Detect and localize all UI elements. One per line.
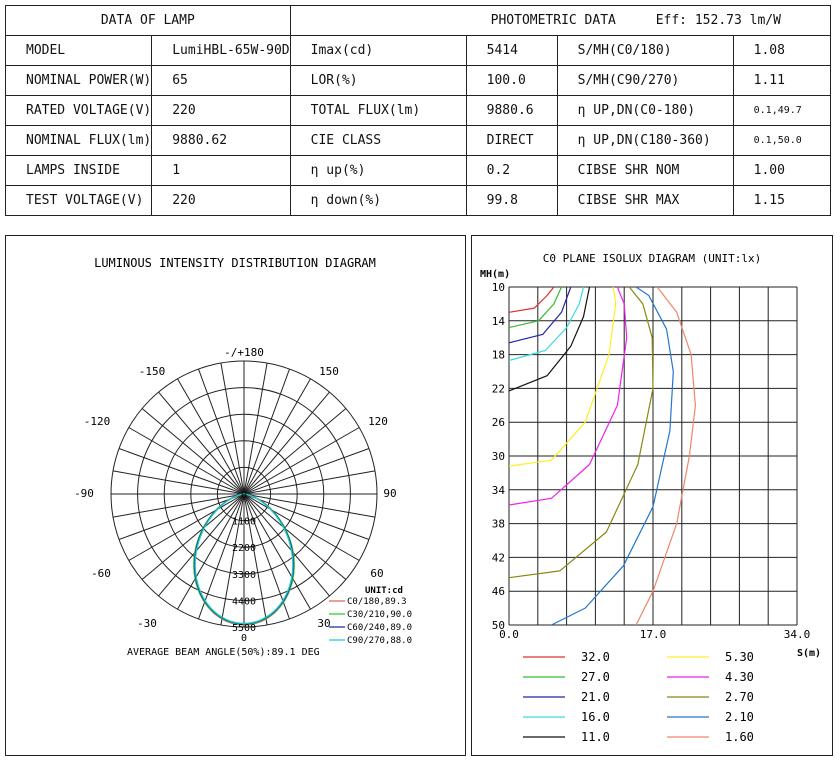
table-cell-value-a: 220 bbox=[152, 186, 290, 216]
table-cell-label-b: η up(%) bbox=[290, 156, 466, 186]
isolux-legend-label: 32.0 bbox=[581, 650, 610, 664]
isolux-y-tick: 14 bbox=[491, 314, 505, 328]
table-cell-value-b: 9880.6 bbox=[466, 96, 557, 126]
polar-legend-label: C30/210,90.0 bbox=[347, 610, 413, 620]
table-cell-value-b: DIRECT bbox=[466, 126, 557, 156]
table-row bbox=[6, 36, 831, 66]
isolux-y-tick: 34 bbox=[491, 483, 505, 497]
isolux-series-curve bbox=[509, 287, 616, 466]
polar-chart bbox=[6, 236, 465, 755]
table-cell-label-c: CIBSE SHR NOM bbox=[557, 156, 733, 186]
polar-angle-label: 90 bbox=[383, 487, 397, 500]
polar-angle-label: -30 bbox=[137, 617, 157, 630]
header-data-of-lamp: DATA OF LAMP bbox=[6, 6, 291, 36]
isolux-series-curve bbox=[509, 287, 653, 578]
table-cell-label-a: TEST VOLTAGE(V) bbox=[6, 186, 152, 216]
isolux-series-curve bbox=[509, 287, 571, 343]
isolux-y-tick: 18 bbox=[491, 348, 505, 362]
table-cell-label-a: NOMINAL FLUX(lm) bbox=[6, 126, 152, 156]
table-row bbox=[6, 186, 831, 216]
table-cell-value-b: 0.2 bbox=[466, 156, 557, 186]
table-cell-value-a: LumiHBL-65W-90D bbox=[152, 36, 290, 66]
isolux-x-tick: 0.0 bbox=[499, 628, 519, 641]
polar-radial-tick: 0 bbox=[240, 490, 248, 501]
table-cell-label-b: LOR(%) bbox=[290, 66, 466, 96]
table-cell-value-c: 1.00 bbox=[733, 156, 830, 186]
table-row bbox=[6, 126, 831, 156]
table-cell-value-c: 1.11 bbox=[733, 66, 830, 96]
table-row bbox=[6, 96, 831, 126]
table-header-row bbox=[6, 6, 831, 36]
polar-radial-tick: 5500 bbox=[231, 623, 257, 634]
polar-unit: UNIT:cd bbox=[365, 586, 403, 596]
polar-angle-label: 150 bbox=[319, 365, 339, 378]
isolux-title: C0 PLANE ISOLUX DIAGRAM (UNIT:lx) bbox=[542, 252, 762, 265]
header-photometric bbox=[290, 6, 830, 36]
table-cell-value-c: 1.15 bbox=[733, 186, 830, 216]
header-photometric-title: PHOTOMETRIC DATA bbox=[490, 13, 616, 28]
table-cell-value-c: 0.1,50.0 bbox=[733, 126, 830, 156]
table-cell-label-b: Imax(cd) bbox=[290, 36, 466, 66]
table-row bbox=[6, 156, 831, 186]
isolux-y-tick: 10 bbox=[491, 281, 505, 294]
polar-angle-label: -90 bbox=[74, 487, 94, 500]
isolux-y-tick: 46 bbox=[491, 585, 505, 599]
table-cell-label-c: CIBSE SHR MAX bbox=[557, 186, 733, 216]
polar-radial-tick: 2200 bbox=[231, 543, 257, 555]
table-cell-value-a: 9880.62 bbox=[152, 126, 290, 156]
isolux-y-tick: 42 bbox=[491, 551, 505, 565]
isolux-series-curve bbox=[509, 287, 554, 312]
isolux-legend-label: 2.10 bbox=[725, 710, 754, 724]
isolux-y-tick: 26 bbox=[491, 416, 505, 430]
table-row bbox=[6, 66, 831, 96]
polar-angle-label: 30 bbox=[317, 617, 331, 630]
isolux-legend-label: 16.0 bbox=[581, 710, 610, 724]
polar-angle-label: 60 bbox=[370, 567, 384, 580]
polar-angle-label: 0 bbox=[240, 633, 248, 644]
table-cell-label-c: η UP,DN(C180-360) bbox=[557, 126, 733, 156]
table-body bbox=[6, 36, 831, 216]
table-cell-label-c: S/MH(C0/180) bbox=[557, 36, 733, 66]
isolux-y-tick: 30 bbox=[491, 450, 505, 463]
isolux-x-tick: 34.0 bbox=[783, 628, 811, 641]
polar-radial-tick: 3300 bbox=[231, 569, 257, 581]
isolux-legend-label: 4.30 bbox=[725, 670, 754, 684]
isolux-ylabel: MH(m) bbox=[480, 269, 511, 280]
table-cell-label-a: LAMPS INSIDE bbox=[6, 156, 152, 186]
polar-title: LUMINOUS INTENSITY DISTRIBUTION DIAGRAM bbox=[94, 256, 376, 270]
header-eff: Eff: 152.73 lm/W bbox=[655, 13, 781, 28]
isolux-y-tick: 50 bbox=[491, 619, 505, 632]
polar-legend-label: C90/270,88.0 bbox=[347, 636, 413, 646]
polar-footer: AVERAGE BEAM ANGLE(50%):89.1 DEG bbox=[127, 647, 320, 658]
isolux-legend-label: 11.0 bbox=[581, 730, 610, 744]
polar-angle-label: -60 bbox=[91, 567, 111, 580]
table-cell-value-a: 65 bbox=[152, 66, 290, 96]
polar-radial-tick: 4400 bbox=[231, 596, 257, 608]
isolux-panel bbox=[471, 235, 833, 756]
isolux-xlabel: S(m) bbox=[797, 648, 822, 659]
isolux-series-curve bbox=[509, 287, 590, 391]
table-cell-value-b: 100.0 bbox=[466, 66, 557, 96]
polar-angle-label: -120 bbox=[83, 415, 111, 428]
isolux-legend-label: 2.70 bbox=[725, 690, 754, 704]
table-cell-label-a: NOMINAL POWER(W) bbox=[6, 66, 152, 96]
table-cell-label-a: RATED VOLTAGE(V) bbox=[6, 96, 152, 126]
isolux-series-curve bbox=[509, 287, 627, 505]
polar-radial-tick: 1100 bbox=[231, 516, 257, 528]
polar-angle-label: 120 bbox=[368, 415, 388, 428]
table-cell-label-a: MODEL bbox=[6, 36, 152, 66]
isolux-legend-label: 1.60 bbox=[725, 730, 754, 744]
table-cell-label-c: η UP,DN(C0-180) bbox=[557, 96, 733, 126]
polar-legend-label: C60/240,89.0 bbox=[347, 623, 413, 633]
table-cell-value-a: 1 bbox=[152, 156, 290, 186]
polar-angle-label: -150 bbox=[138, 365, 166, 378]
polar-panel bbox=[5, 235, 466, 756]
lamp-data-table bbox=[5, 5, 831, 216]
table-cell-value-b: 5414 bbox=[466, 36, 557, 66]
table-cell-label-b: TOTAL FLUX(lm) bbox=[290, 96, 466, 126]
table-cell-value-c: 0.1,49.7 bbox=[733, 96, 830, 126]
isolux-chart bbox=[472, 236, 832, 755]
table-cell-label-c: S/MH(C90/270) bbox=[557, 66, 733, 96]
isolux-y-tick: 38 bbox=[491, 517, 505, 531]
table-cell-label-b: η down(%) bbox=[290, 186, 466, 216]
polar-legend-label: C0/180,89.3 bbox=[347, 597, 407, 607]
isolux-legend-label: 21.0 bbox=[581, 690, 610, 704]
table-cell-value-a: 220 bbox=[152, 96, 290, 126]
isolux-series-curve bbox=[509, 287, 584, 361]
isolux-legend-label: 5.30 bbox=[725, 650, 754, 664]
table-cell-label-b: CIE CLASS bbox=[290, 126, 466, 156]
polar-angle-label: -/+180 bbox=[224, 346, 264, 359]
table-cell-value-c: 1.08 bbox=[733, 36, 830, 66]
isolux-y-tick: 22 bbox=[491, 382, 505, 396]
table-cell-value-b: 99.8 bbox=[466, 186, 557, 216]
isolux-x-tick: 17.0 bbox=[639, 628, 667, 641]
isolux-legend-label: 27.0 bbox=[581, 670, 610, 684]
